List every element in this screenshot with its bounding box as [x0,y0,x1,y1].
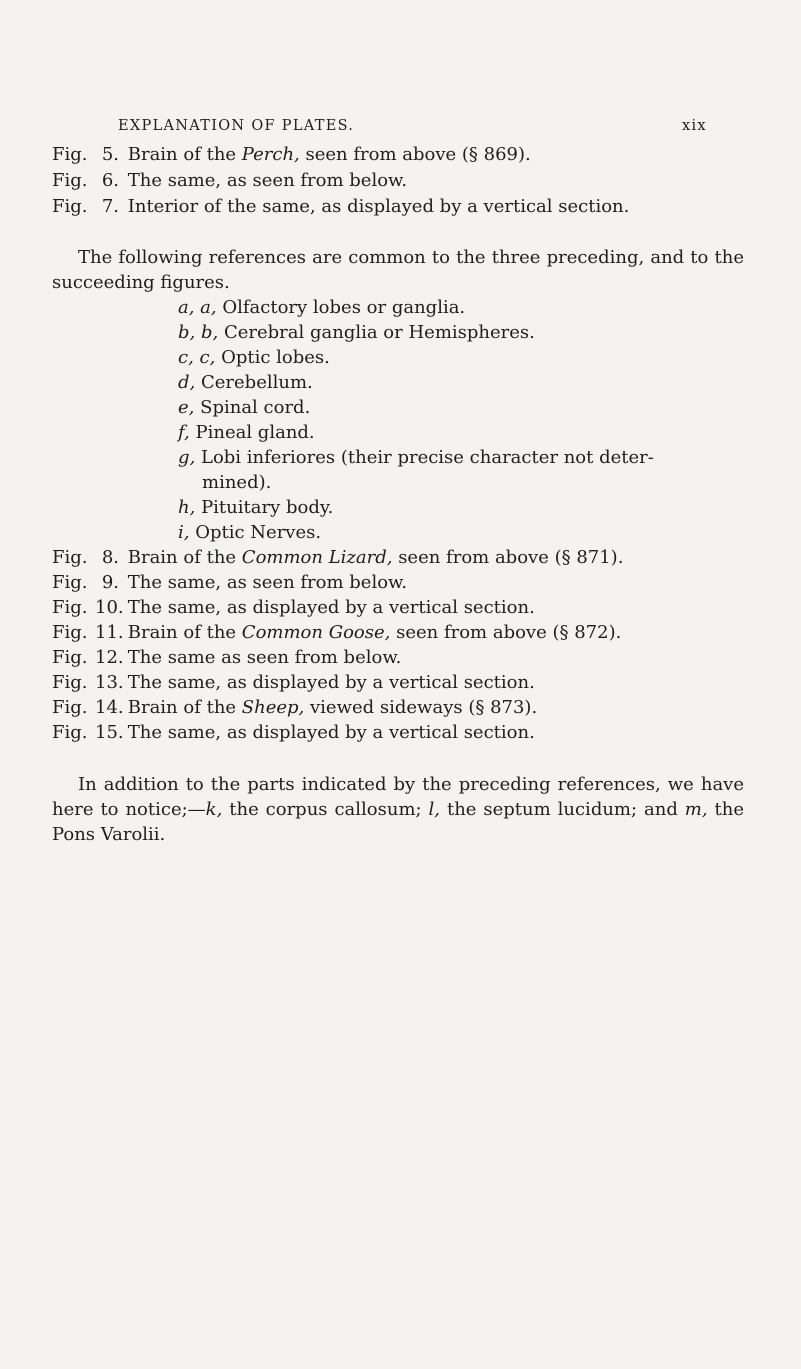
reference-item-continuation: mined). [202,472,272,493]
figure-entry: Fig. 6. The same, as seen from below. [52,170,408,191]
figure-entry: Fig. 9. The same, as seen from below. [52,572,408,593]
figure-entry: Fig. 14. Brain of the Sheep, viewed sideways (§ 873). [52,697,538,718]
reference-item: a, a, Olfactory lobes or ganglia. [178,297,466,318]
figure-entry: Fig. 12. The same as seen from below. [52,647,402,668]
reference-item: h, Pituitary body. [178,497,334,518]
figure-entry: Fig. 5. Brain of the Perch, seen from above (§ 869). [52,144,531,165]
intro-paragraph: The following references are common to the three preceding, and to the succeeding figures. [52,247,744,293]
figure-entry: Fig. 15. The same, as displayed by a vertical section. [52,722,535,743]
reference-item: i, Optic Nerves. [178,522,322,543]
reference-item: d, Cerebellum. [178,372,313,393]
header-title: EXPLANATION OF PLATES. [118,118,355,134]
figure-entry: Fig. 10. The same, as displayed by a vertical section. [52,597,535,618]
reference-item: g, Lobi inferiores (their precise character not deter- [178,447,654,468]
figure-entry: Fig. 13. The same, as displayed by a vertical section. [52,672,535,693]
reference-item: e, Spinal cord. [178,397,311,418]
figure-entry: Fig. 7. Interior of the same, as displayed by a vertical section. [52,196,630,217]
figure-entry: Fig. 8. Brain of the Common Lizard, seen from above (§ 871). [52,547,624,568]
closing-paragraph: In addition to the parts indicated by the preceding references, we have here to notice;—k, the corpus callosum; l, the septum lucidum; and m, the Pons Varolii. [52,774,744,845]
figure-entry: Fig. 11. Brain of the Common Goose, seen from above (§ 872). [52,622,622,643]
reference-item: f, Pineal gland. [178,422,315,443]
page-number: xix [682,118,707,134]
reference-item: b, b, Cerebral ganglia or Hemispheres. [178,322,535,343]
reference-item: c, c, Optic lobes. [178,347,330,368]
